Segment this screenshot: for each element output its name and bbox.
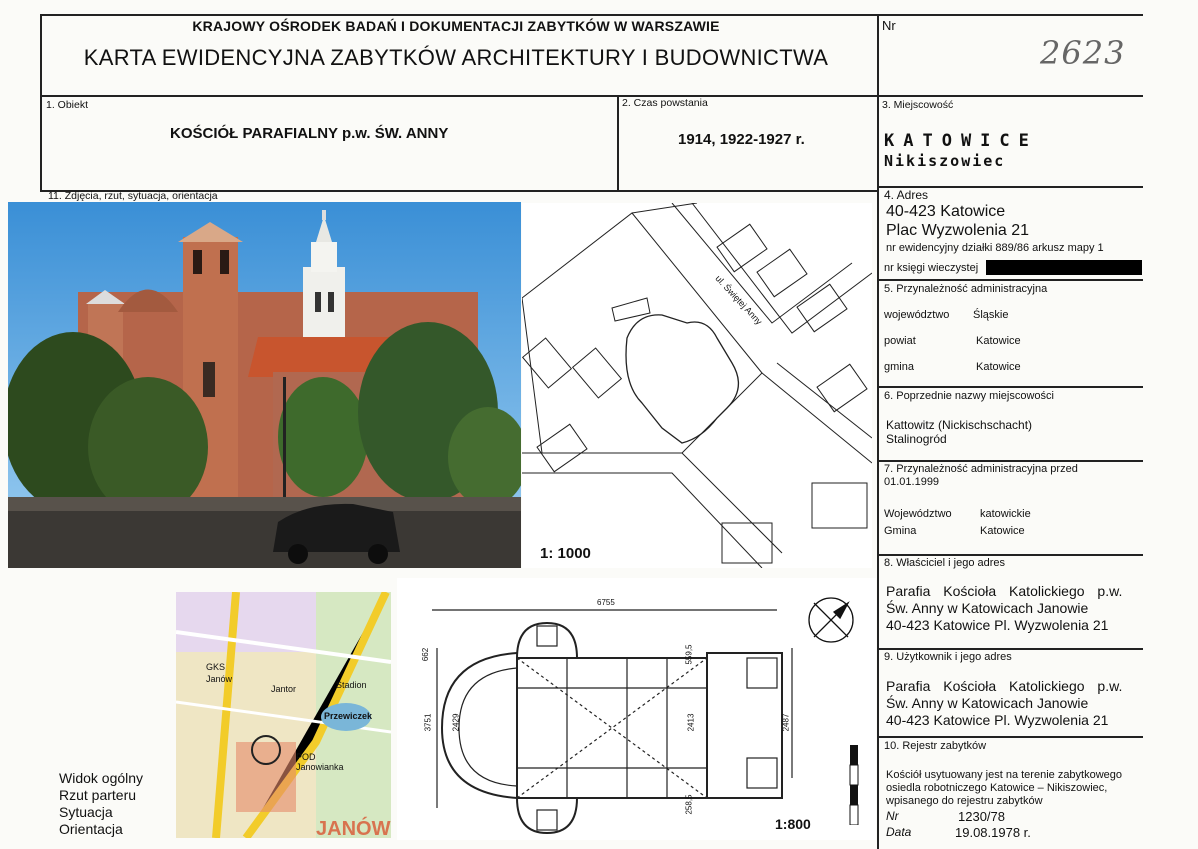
adres-line4: nr księgi wieczystej [884, 262, 979, 274]
plan-dim-right: 2487 [781, 713, 791, 732]
legend-widok: Widok ogólny [59, 770, 144, 786]
przed1999-v1: Katowice [980, 525, 1025, 537]
adres-line1: 40-423 Katowice [886, 203, 1006, 220]
frame-header-bottom [40, 95, 1143, 97]
church-photo [8, 202, 521, 568]
photo-legend [59, 770, 143, 838]
rejestr-label: 10. Rejestr zabytków [884, 740, 987, 752]
przynaleznosc-label: 5. Przynależność administracyjna [884, 283, 1048, 295]
location-map [176, 592, 391, 838]
miejscowosc-label: 3. Miejscowość [882, 99, 954, 111]
frame-left [40, 14, 42, 192]
plan-dim-mid: 2413 [686, 713, 696, 732]
przynaleznosc-v1: Katowice [976, 335, 1021, 347]
card-title: KARTA EWIDENCYJNA ZABYTKÓW ARCHITEKTURY I BUDOWNICTWA [83, 45, 829, 70]
przynaleznosc-v2: Katowice [976, 361, 1021, 373]
miejscowosc-district: Nikiszowiec [884, 152, 1006, 170]
przynaleznosc-k2: gmina [884, 361, 914, 373]
legend-orientacja: Orientacja [59, 821, 123, 837]
frame-r8 [877, 648, 1143, 650]
rejestr-nr-value: 1230/78 [958, 809, 1005, 824]
frame-r7 [877, 554, 1143, 556]
poprzednie-line1: Kattowitz (Nickischschacht) [886, 418, 1033, 432]
plan-dim-top-left: 662 [421, 647, 431, 662]
redacted-block [986, 260, 1142, 275]
czas-label: 2. Czas powstania [622, 97, 708, 109]
wlasciciel-line2: Św. Anny w Katowicach Janowie [886, 600, 1089, 616]
zdjecia-label: 11. Zdjęcia, rzut, sytuacja, orientacja [48, 190, 218, 202]
nr-label: Nr [882, 18, 896, 33]
floor-plan [397, 578, 876, 840]
frame-r6 [877, 460, 1143, 462]
north-arrow-icon [806, 590, 856, 650]
uzytkownik-label: 9. Użytkownik i jego adres [884, 651, 1012, 663]
przynaleznosc-v0: Śląskie [973, 309, 1009, 321]
plan-dim-top-right: 559,5 [684, 644, 694, 665]
plan-dim-inner: 2429 [451, 713, 461, 732]
poprzednie-label: 6. Poprzednie nazwy miejscowości [884, 390, 1054, 402]
location-map-label-pod: POD Janowianka [296, 752, 344, 772]
location-map-label-district: JANÓW [316, 818, 391, 838]
location-map-label-janow: Janów [206, 674, 233, 684]
przynaleznosc-k1: powiat [884, 335, 916, 347]
rejestr-line2: osiedla robotniczego Katowice – Nikiszowiec, [886, 782, 1108, 794]
site-map-scale: 1: 1000 [536, 543, 595, 564]
frame-r4 [877, 279, 1143, 281]
adres-line3: nr ewidencyjny działki 889/86 arkusz mapy 1 [886, 242, 1104, 254]
adres-label: 4. Adres [884, 188, 929, 202]
institution-name: KRAJOWY OŚRODEK BADAŃ I DOKUMENTACJI ZABYTKÓW W WARSZAWIE [192, 18, 720, 34]
plan-dim-bottom: 258,5 [684, 794, 694, 815]
wlasciciel-line1: Parafia Kościoła Katolickiego p.w. [886, 583, 1123, 599]
czas-value: 1914, 1922-1927 r. [678, 131, 805, 148]
site-map-street-label: ul. Świętej Anny [713, 273, 765, 327]
frame-nr-divider [877, 14, 879, 849]
adres-line2: Plac Wyzwolenia 21 [886, 222, 1030, 239]
przed1999-label2: 01.01.1999 [884, 476, 940, 488]
przed1999-k1: Gmina [884, 525, 917, 537]
plan-dim-width: 6755 [597, 598, 615, 607]
rejestr-line3: wpisanego do rejestru zabytków [886, 795, 1043, 807]
rejestr-line1: Kościół usytuowany jest na terenie zabytkowego [886, 769, 1123, 781]
legend-rzut: Rzut parteru [59, 787, 137, 803]
uzytkownik-line3: 40-423 Katowice Pl. Wyzwolenia 21 [886, 712, 1109, 728]
miejscowosc-city: KATOWICE [884, 131, 1038, 151]
nr-value: 2623 [1040, 34, 1126, 72]
poprzednie-line2: Stalinogród [886, 432, 947, 446]
frame-r9 [877, 736, 1143, 738]
location-map-label-przewiczek: Przewiczek [324, 711, 373, 721]
frame-czas-divider [617, 95, 619, 191]
location-map-label-stadion: Stadion [336, 680, 367, 690]
legend-sytuacja: Sytuacja [59, 804, 113, 820]
wlasciciel-line3: 40-423 Katowice Pl. Wyzwolenia 21 [886, 617, 1109, 633]
rejestr-nr-label: Nr [886, 809, 899, 823]
uzytkownik-line1: Parafia Kościoła Katolickiego p.w. [886, 678, 1123, 694]
przed1999-v0: katowickie [980, 508, 1031, 520]
site-map [522, 203, 872, 568]
location-map-label-gks: GKS [206, 662, 226, 672]
obiekt-label: 1. Obiekt [46, 99, 89, 111]
przynaleznosc-k0: województwo [884, 309, 950, 321]
scale-bar [848, 745, 862, 825]
obiekt-value: KOŚCIÓŁ PARAFIALNY p.w. ŚW. ANNY [170, 125, 449, 142]
przed1999-label1: 7. Przynależność administracyjna przed [884, 463, 1078, 475]
plan-dim-height: 3751 [423, 713, 433, 732]
przed1999-k0: Województwo [884, 508, 952, 520]
frame-top [40, 14, 1143, 16]
wlasciciel-label: 8. Właściciel i jego adres [884, 557, 1006, 569]
plan-scale: 1:800 [775, 816, 811, 832]
uzytkownik-line2: Św. Anny w Katowicach Janowie [886, 695, 1089, 711]
location-map-label-jantor: Jantor [271, 684, 297, 694]
rejestr-data-value: 19.08.1978 r. [955, 825, 1031, 840]
frame-r5 [877, 386, 1143, 388]
rejestr-data-label: Data [886, 825, 912, 839]
